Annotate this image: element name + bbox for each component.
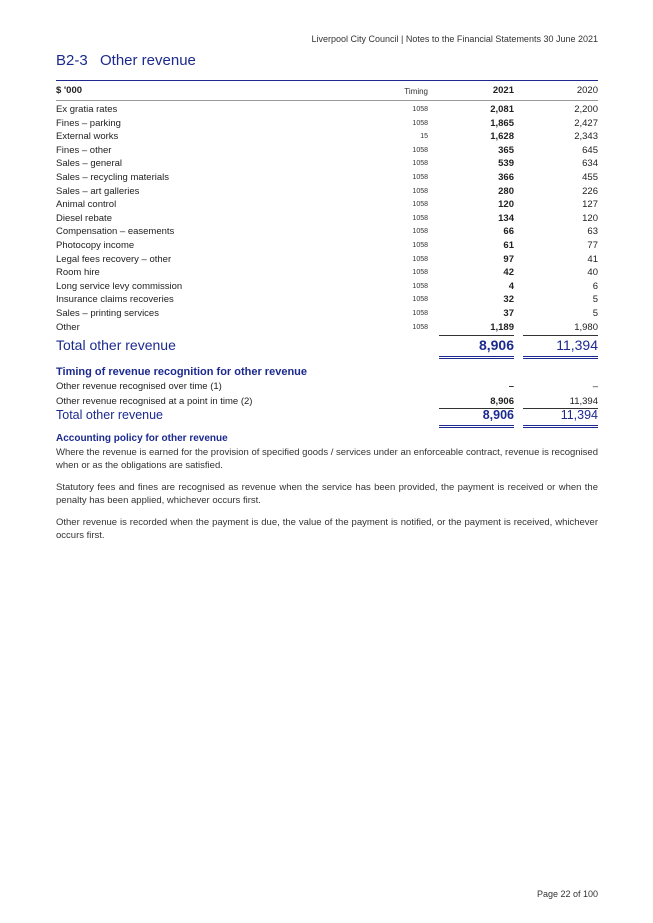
row-2021: 1,628 <box>490 131 514 143</box>
row-label: Compensation – easements <box>56 226 175 238</box>
row-2020: 1,980 <box>574 321 598 333</box>
page-number: Page 22 of 100 <box>536 889 598 899</box>
timing-total-2021: 8,906 <box>482 408 514 422</box>
table-row <box>56 294 598 308</box>
table-row <box>56 254 598 268</box>
row-2021: 97 <box>503 253 514 265</box>
total-2020: 11,394 <box>556 337 598 353</box>
row-2021: 61 <box>503 240 514 251</box>
running-header: Liverpool City Council | Notes to the Financial Statements 30 June 2021 <box>311 34 598 44</box>
table-row <box>56 322 598 336</box>
row-timing: 1058 <box>412 214 428 222</box>
row-2020: 63 <box>587 226 598 238</box>
row-label: Sales – art galleries <box>56 185 140 197</box>
timing-row-2020: 11,394 <box>569 395 598 407</box>
policy-paragraph: Where the revenue is earned for the provision of specified goods / services under an enforceable contract, revenue is recognised when or as the obligations are satisfied. <box>56 447 598 471</box>
row-2021: 280 <box>498 185 514 197</box>
timing-total-label: Total other revenue <box>56 408 164 422</box>
row-label: Sales – general <box>56 158 123 170</box>
row-2021: 134 <box>498 212 514 224</box>
total-label: Total other revenue <box>56 337 176 353</box>
timing-row-2021: 8,906 <box>490 395 514 407</box>
row-timing: 1058 <box>412 255 428 263</box>
column-header-2020: 2020 <box>576 85 598 96</box>
row-2021: 366 <box>498 172 514 183</box>
row-2020: 41 <box>587 253 598 265</box>
total-2021: 8,906 <box>478 337 514 353</box>
row-2021: 32 <box>503 294 514 306</box>
row-label: Long service levy commission <box>56 280 183 292</box>
row-2021: 2,081 <box>490 104 514 115</box>
row-timing: 15 <box>420 133 428 141</box>
timing-row-label: Other revenue recognised over time (1) <box>56 381 222 392</box>
row-label: Fines – other <box>56 144 112 156</box>
row-label: Other <box>56 321 80 333</box>
table-row <box>56 172 598 186</box>
section-title <box>56 52 196 69</box>
row-2020: 645 <box>582 144 598 156</box>
row-2020: 2,200 <box>574 104 598 115</box>
row-2021: 1,189 <box>490 321 514 333</box>
column-header-2021: 2021 <box>492 85 514 96</box>
section-title-text: Other revenue <box>100 52 196 69</box>
row-2020: 455 <box>582 172 598 183</box>
row-2020: 2,343 <box>574 131 598 143</box>
row-2020: 77 <box>587 240 598 251</box>
total-double-rule-2020 <box>523 356 598 359</box>
timing-row-2021: – <box>508 381 514 392</box>
row-2021: 42 <box>503 267 514 279</box>
table-row <box>56 158 598 172</box>
row-timing: 1058 <box>412 282 428 290</box>
row-label: Animal control <box>56 199 117 211</box>
row-2021: 539 <box>498 158 514 170</box>
table-row <box>56 186 598 200</box>
row-2021: 37 <box>503 308 514 319</box>
row-label: Diesel rebate <box>56 212 112 224</box>
table-row <box>56 104 598 118</box>
row-2021: 120 <box>498 199 514 211</box>
timing-row-label: Other revenue recognised at a point in time (2) <box>56 395 253 407</box>
table-row <box>56 145 598 159</box>
row-label: External works <box>56 131 119 143</box>
column-header-unit: $ '000 <box>56 85 83 96</box>
table-row <box>56 267 598 281</box>
row-label: Sales – recycling materials <box>56 172 169 183</box>
table-row <box>56 199 598 213</box>
row-2020: 6 <box>592 280 598 292</box>
section-number: B2-3 <box>56 52 88 69</box>
row-timing: 1058 <box>412 146 428 154</box>
table-row <box>56 308 598 322</box>
row-timing: 1058 <box>412 228 428 236</box>
policy-heading: Accounting policy for other revenue <box>56 433 228 444</box>
row-2021: 365 <box>498 144 514 156</box>
row-label: Photocopy income <box>56 240 135 251</box>
row-timing: 1058 <box>412 187 428 195</box>
row-2020: 120 <box>582 212 598 224</box>
row-label: Legal fees recovery – other <box>56 253 172 265</box>
row-2020: 634 <box>582 158 598 170</box>
row-2021: 1,865 <box>490 117 514 129</box>
row-timing: 1058 <box>412 201 428 209</box>
subtotal-rule-2021 <box>439 335 514 336</box>
row-2020: 40 <box>587 267 598 279</box>
total-row <box>56 337 598 355</box>
row-timing: 1058 <box>412 119 428 127</box>
timing-row <box>56 381 598 395</box>
row-label: Room hire <box>56 267 100 279</box>
row-label: Sales – printing services <box>56 308 159 319</box>
row-2020: 2,427 <box>574 117 598 129</box>
policy-paragraph: Other revenue is recorded when the payment is due, the value of the payment is notified, or the payment is received, whichever occurs first. <box>56 517 598 541</box>
row-2021: 66 <box>503 226 514 238</box>
timing-total-double-rule-2020 <box>523 425 598 428</box>
row-timing: 1058 <box>412 310 428 317</box>
table-row <box>56 118 598 132</box>
column-header-timing: Timing <box>404 87 428 96</box>
table-row <box>56 131 598 145</box>
row-label: Ex gratia rates <box>56 104 118 115</box>
timing-total-2020: 11,394 <box>560 408 598 422</box>
row-timing: 1058 <box>412 269 428 277</box>
table-row <box>56 226 598 240</box>
row-label: Insurance claims recoveries <box>56 294 174 306</box>
total-double-rule-2021 <box>439 356 514 359</box>
timing-heading: Timing of revenue recognition for other revenue <box>56 366 308 378</box>
policy-paragraph: Statutory fees and fines are recognised as revenue when the service has been provided, the payment is received or when the penalty has been applied, whichever occurs first. <box>56 482 598 506</box>
timing-total-row <box>56 408 598 426</box>
subtotal-rule-2020 <box>523 335 598 336</box>
row-timing: 1058 <box>412 296 428 304</box>
row-timing: 1058 <box>412 106 428 113</box>
row-timing: 1058 <box>412 242 428 249</box>
table-row <box>56 240 598 254</box>
row-label: Fines – parking <box>56 117 121 129</box>
table-row <box>56 213 598 227</box>
title-rule <box>56 80 598 81</box>
row-2020: 127 <box>582 199 598 211</box>
header-rule <box>56 100 598 101</box>
table-row <box>56 281 598 295</box>
row-timing: 1058 <box>412 323 428 331</box>
row-2020: 226 <box>582 185 598 197</box>
timing-total-double-rule-2021 <box>439 425 514 428</box>
row-timing: 1058 <box>412 174 428 181</box>
row-2020: 5 <box>592 308 598 319</box>
timing-row-2020: – <box>592 381 598 392</box>
row-timing: 1058 <box>412 160 428 168</box>
row-2021: 4 <box>508 280 514 292</box>
row-2020: 5 <box>592 294 598 306</box>
